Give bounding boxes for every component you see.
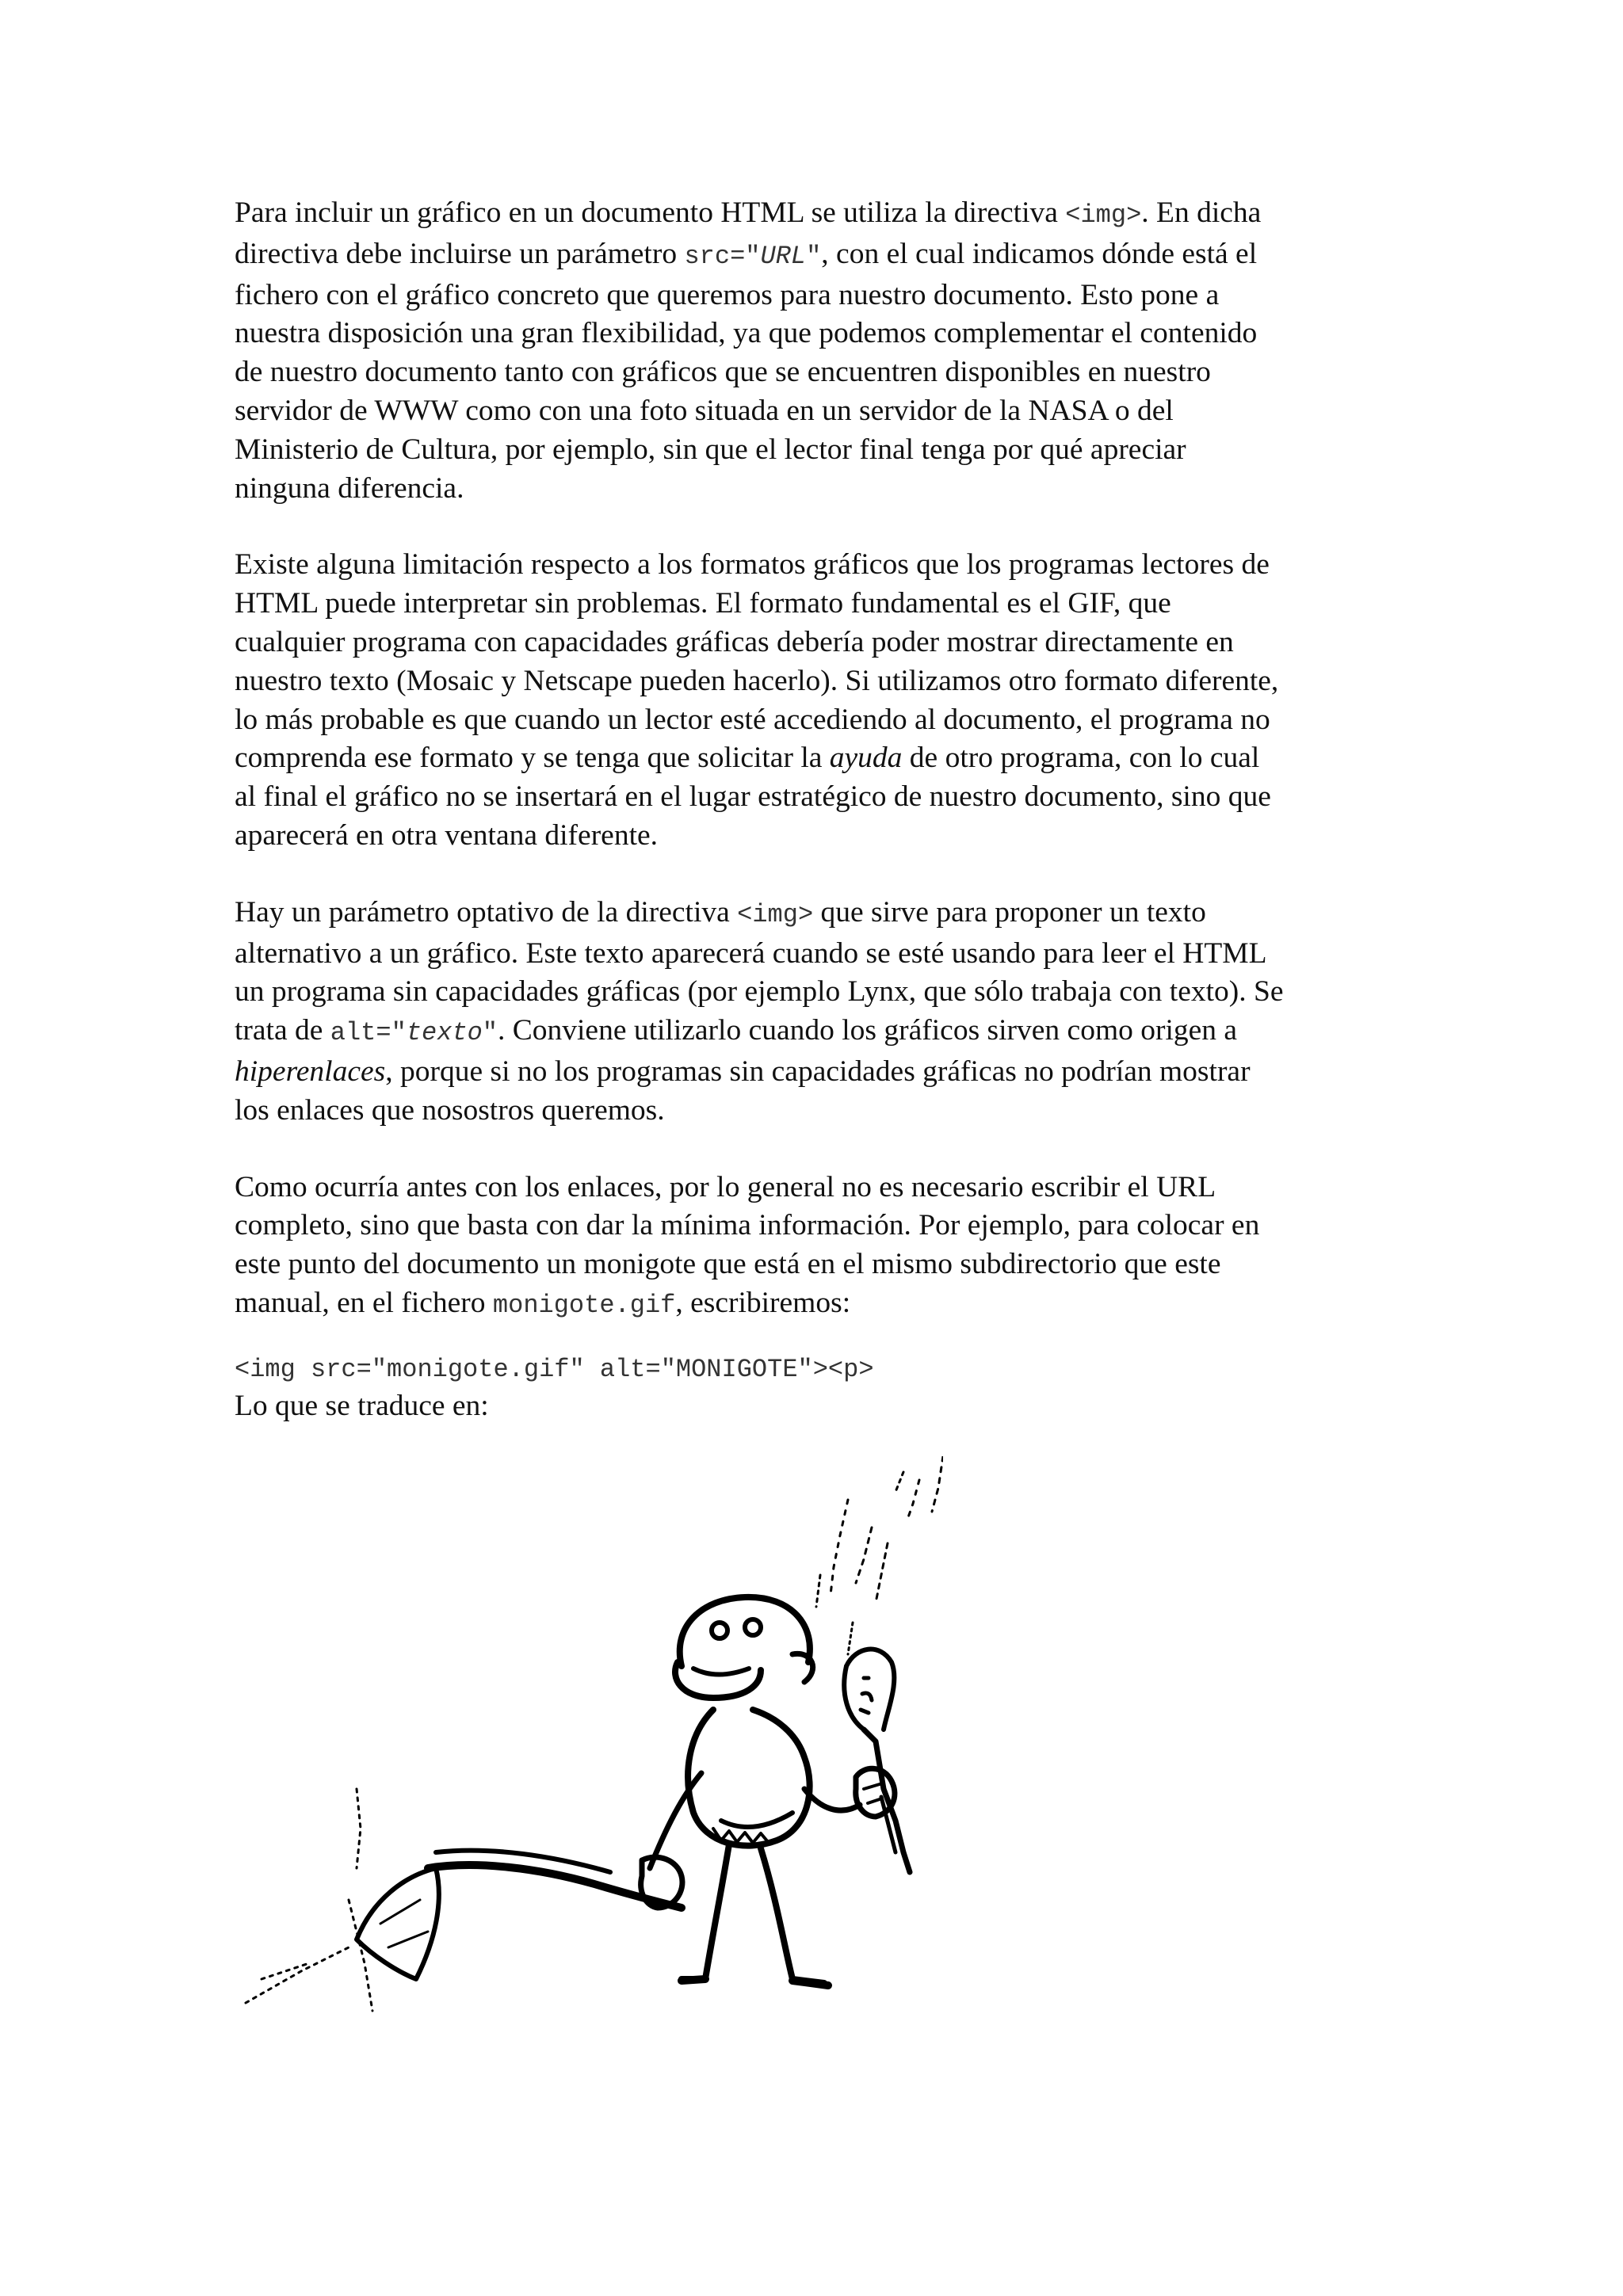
inline-mono: monigote.gif (492, 1290, 676, 1320)
inline-mono-i: URL (760, 241, 807, 271)
inline-mono: " (806, 241, 822, 271)
paragraph-alt-attribute (235, 894, 1407, 1131)
text-run: . En dicha directiva debe incluirse un parámetro (235, 196, 1262, 270)
inline-mono-i: texto (406, 1018, 483, 1048)
monigote-figure (238, 1456, 943, 2027)
text-run: , porque si no los programas sin capacidades gráficas no podrían mostrar los enlaces que nosostros queremos. (235, 1055, 1251, 1127)
monigote-drawing-icon (238, 1456, 943, 2027)
inline-mono: <img> (1065, 200, 1142, 230)
text-run: de otro programa, con lo cual al final el gráfico no se insertará en el lugar estratégico de nuestro documento, sino que aparecerá en otra ventana diferente. (235, 742, 1271, 852)
text-run: Hay un parámetro optativo de la directiva (235, 895, 738, 929)
text-run: , escribiremos: (675, 1286, 851, 1319)
inline-mono: src=" (684, 241, 761, 271)
paragraph-formats (235, 546, 1407, 855)
text-run: . Conviene utilizarlo cuando los gráficos sirven como origen a (498, 1014, 1238, 1047)
paragraph-img-directive (235, 194, 1407, 508)
text-run: Como ocurría antes con los enlaces, por lo general no es necesario escribir el URL completo, sino que basta con dar la mínima información. Por ejemplo, para colocar en este punto del documento un monigote que está en el mismo subdirectorio que este manual, en el fichero (235, 1170, 1260, 1319)
inline-em: ayuda (829, 742, 903, 775)
text-run: que sirve para proponer un texto alternativo a un gráfico. Este texto aparecerá cuando se esté usando para leer el HTML un programa sin capacidades gráficas (por ejemplo Lynx, que sólo trabaja con texto). Se trata de (235, 895, 1284, 1047)
inline-mono: <img> (737, 899, 814, 929)
code-example: <img src="monigote.gif" alt="MONIGOTE"><p> (235, 1354, 874, 1384)
inline-mono: " (482, 1018, 498, 1048)
text-run: Para incluir un gráfico en un documento HTML se utiliza la directiva (235, 196, 1066, 229)
text-run: Existe alguna limitación respecto a los formatos gráficos que los programas lectores de HTML puede interpretar sin problemas. El formato fundamental es el GIF, que cualquier programa con capacidades gráficas debería poder mostrar directamente en nuestro texto (Mosaic y Netscape pueden hacerlo). Si utilizamos otro formato diferente, lo más probable es que cuando un lector esté accediendo al documento, el programa no comprenda ese formato y se tenga que solicitar la (235, 548, 1279, 775)
inline-em: hiperenlaces (235, 1055, 386, 1088)
text-run: , con el cual indicamos dónde está el fichero con el gráfico concreto que queremos para nuestro documento. Esto pone a nuestra disposición una gran flexibilidad, ya que podemos complementar el contenido de nuestro documento tanto con gráficos que se encuentren disponibles en nuestro servidor de WWW como con una foto situada en un servidor de la NASA o del Ministerio de Cultura, por ejemplo, sin que el lector final tenga por qué apreciar ninguna diferencia. (235, 237, 1258, 505)
document-body (235, 194, 1407, 1426)
inline-mono: alt=" (330, 1018, 407, 1048)
code-result-label: Lo que se traduce en: (235, 1389, 489, 1422)
paragraph-example-intro (235, 1169, 1407, 1325)
